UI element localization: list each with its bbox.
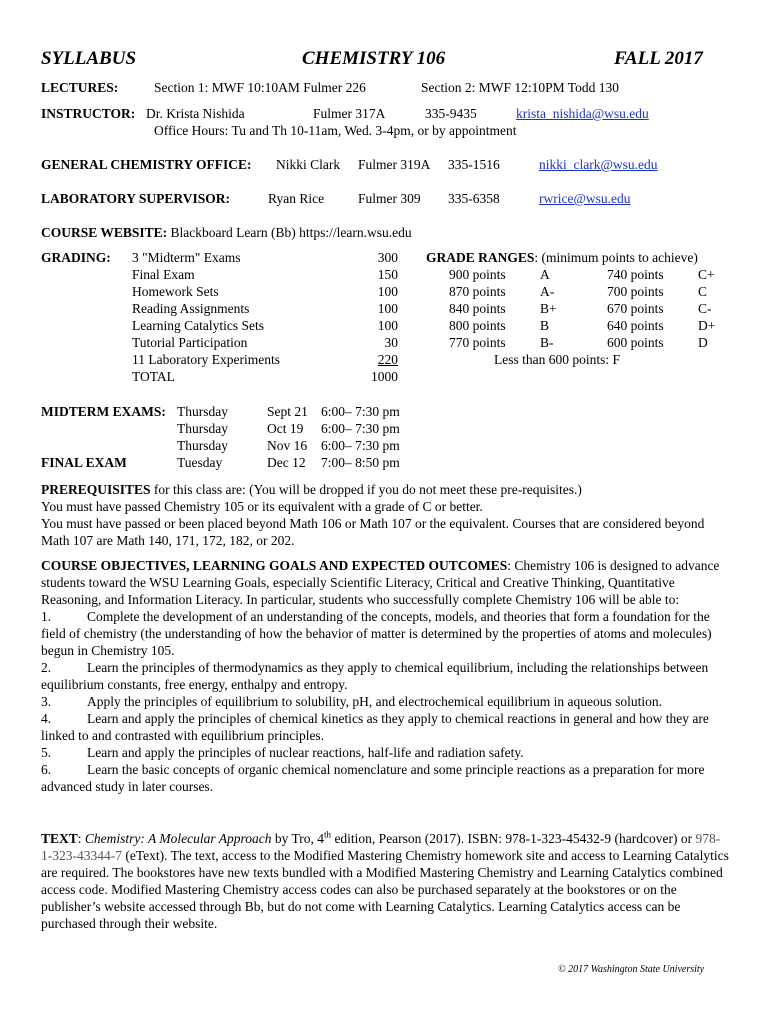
objective-item: 6. Learn the basic concepts of organic chemical nomenclature and some principle reactions as a preparation for more advanced study in later courses. [41,762,705,794]
range-points: 800 points [449,318,506,333]
grading-points-value: 100 [377,284,398,299]
range-points: 670 points [607,301,664,316]
objective-item: 3. Apply the principles of equilibrium to solubility, pH, and electrochemical equilibrium in aqueous solution. [41,694,663,709]
lab-supervisor-name: Ryan Rice [268,191,325,206]
grading-points-value: 30 [384,335,398,350]
range-grade: B- [540,335,554,350]
office-hours: Office Hours: Tu and Th 10-11am, Wed. 3-4pm, or by appointment [154,123,517,138]
grade-ranges-label: GRADE RANGES [426,250,535,265]
range-grade: B+ [540,301,557,316]
exam-day: Thursday [177,404,228,419]
grading-item: Homework Sets [132,284,219,299]
course-website-label: COURSE WEBSITE: [41,225,168,240]
range-grade: C- [698,301,712,316]
grading-item: Reading Assignments [132,301,250,316]
exam-day: Thursday [177,438,228,453]
range-points: 840 points [449,301,506,316]
lectures-label: LECTURES: [41,80,119,95]
objective-item: 1. Complete the development of an understanding of the concepts, models, and theories that form a foundation for the field of chemistry (the understanding of how the behavior of matter is determined by the properties of atoms and molecules) begun in Chemistry 105. [41,609,712,658]
exam-date: Sept 21 [267,404,308,419]
objective-item: 4. Learn and apply the principles of chemical kinetics as they apply to chemical reactions in general and how they are linked to and contrasted with equilibrium principles. [41,711,709,743]
exam-date: Nov 16 [267,438,308,453]
exam-day: Tuesday [177,455,223,470]
exam-time: 6:00– 7:30 pm [321,404,400,419]
lab-supervisor-room: Fulmer 309 [358,191,421,206]
grade-ranges-note: : (minimum points to achieve) [534,250,698,265]
instructor-phone: 335-9435 [425,106,477,121]
grading-item: 11 Laboratory Experiments [132,352,280,367]
range-grade: D [698,335,708,350]
range-points: 700 points [607,284,664,299]
textbook-title: Chemistry: A Molecular Approach [84,831,272,846]
prereq-line-2: You must have passed Chemistry 105 or its equivalent with a grade of C or better. [41,499,483,514]
lab-supervisor-email-link[interactable]: rwrice@wsu.edu [539,191,631,206]
range-points: 740 points [607,267,664,282]
exam-time: 6:00– 7:30 pm [321,421,400,436]
midterm-exams-label: MIDTERM EXAMS: [41,404,166,419]
range-grade: C+ [698,267,715,282]
grading-item: Final Exam [132,267,195,282]
grading-total-value: 1000 [371,369,398,384]
gen-office-name: Nikki Clark [276,157,341,172]
grading-item: 3 "Midterm" Exams [132,250,241,265]
exam-day: Thursday [177,421,228,436]
grading-label: GRADING: [41,250,111,265]
grading-points-value: 100 [377,301,398,316]
grading-item: Learning Catalytics Sets [132,318,264,333]
final-exam-label: FINAL EXAM [41,455,127,470]
range-points: 900 points [449,267,506,282]
gen-office-label: GENERAL CHEMISTRY OFFICE: [41,157,252,172]
objective-item: 5. Learn and apply the principles of nuclear reactions, half-life and radiation safety. [41,745,524,760]
objectives-intro: COURSE OBJECTIVES, LEARNING GOALS AND EXPECTED OUTCOMES: Chemistry 106 is designed to advance students toward the WSU Learning Goals, especially Scientific Literacy, Critical and Creative Thinking, Quantitative Reasoning, and Information Literacy. In particular, students who successfully complete Chemistry 106 will be able to: [41,558,720,607]
exam-time: 6:00– 7:30 pm [321,438,400,453]
grade-ranges-heading [426,249,698,266]
grading-item: TOTAL [132,369,175,384]
instructor-office: Fulmer 317A [313,106,386,121]
exam-time: 7:00– 8:50 pm [321,455,400,470]
objective-item: 2. Learn the principles of thermodynamics as they apply to chemical equilibrium, including the relationships between equilibrium constants, free energy, enthalpy and entropy. [41,660,709,692]
range-below: Less than 600 points: F [494,352,621,367]
range-points: 600 points [607,335,664,350]
course-website-text: Blackboard Learn (Bb) https://learn.wsu.edu [170,225,412,240]
lab-supervisor-label: LABORATORY SUPERVISOR: [41,191,230,206]
range-grade: C [698,284,708,299]
course-website [41,224,412,241]
instructor-email-link[interactable]: krista_nishida@wsu.edu [516,106,649,121]
lecture-section-2: Section 2: MWF 12:10PM Todd 130 [421,80,619,95]
course-title: CHEMISTRY 106 [302,48,446,69]
range-points: 640 points [607,318,664,333]
text-label: TEXT [41,831,78,846]
term-heading: FALL 2017 [614,48,703,69]
exam-date: Oct 19 [267,421,304,436]
instructor-label: INSTRUCTOR: [41,106,136,121]
prereq-line-3: You must have passed or been placed beyond Math 106 or Math 107 or the equivalent. Courses that are considered beyond Math 107 are Math 140, 171, 172, 182, or 202. [41,516,705,548]
instructor-name: Dr. Krista Nishida [146,106,245,121]
grading-points-value: 100 [377,318,398,333]
range-grade: A- [540,284,555,299]
gen-office-email-link[interactable]: nikki_clark@wsu.edu [539,157,658,172]
prereq-label: PREREQUISITES [41,482,151,497]
etext-isbn: 978-1-323-43344-7 [41,831,721,863]
lab-supervisor-phone: 335-6358 [448,191,500,206]
syllabus-heading: SYLLABUS [41,48,137,69]
range-points: 870 points [449,284,506,299]
objectives-section [41,557,731,795]
range-grade: A [540,267,550,282]
text-section: TEXT: Chemistry: A Molecular Approach by Tro, 4th edition, Pearson (2017). ISBN: 978-1-323-45432-9 (hardcover) or 978-1-323-43344-7 (eText). The text, access to the Modified Mastering Chemistry homework site and access to Learning Catalytics are required. The bookstores have new texts bundled with a Modified Mastering Chemistry and Learning Catalytics combined access code. Modified Mastering Chemistry access codes can also be purchased separately at the bookstores or on the publisher’s website accessed through Bb, but do not come with Learning Catalytics. Learning Catalytics access can be purchased through their website. [41,829,729,931]
grading-item: Tutorial Participation [132,335,248,350]
grading-points-value: 220 [377,352,398,367]
range-grade: D+ [698,318,716,333]
grading-points-value: 300 [377,250,398,265]
lecture-section-1: Section 1: MWF 10:10AM Fulmer 226 [154,80,366,95]
copyright-footer: © 2017 Washington State University [558,964,705,975]
prereq-line-1: PREREQUISITES for this class are: (You will be dropped if you do not meet these pre-requisites.) [41,482,582,497]
gen-office-phone: 335-1516 [448,157,500,172]
range-points: 770 points [449,335,506,350]
exam-date: Dec 12 [267,455,306,470]
objectives-label: COURSE OBJECTIVES, LEARNING GOALS AND EXPECTED OUTCOMES [41,558,508,573]
gen-office-room: Fulmer 319A [358,157,431,172]
grading-points-value: 150 [377,267,398,282]
range-grade: B [540,318,550,333]
prerequisites-section [41,481,731,549]
